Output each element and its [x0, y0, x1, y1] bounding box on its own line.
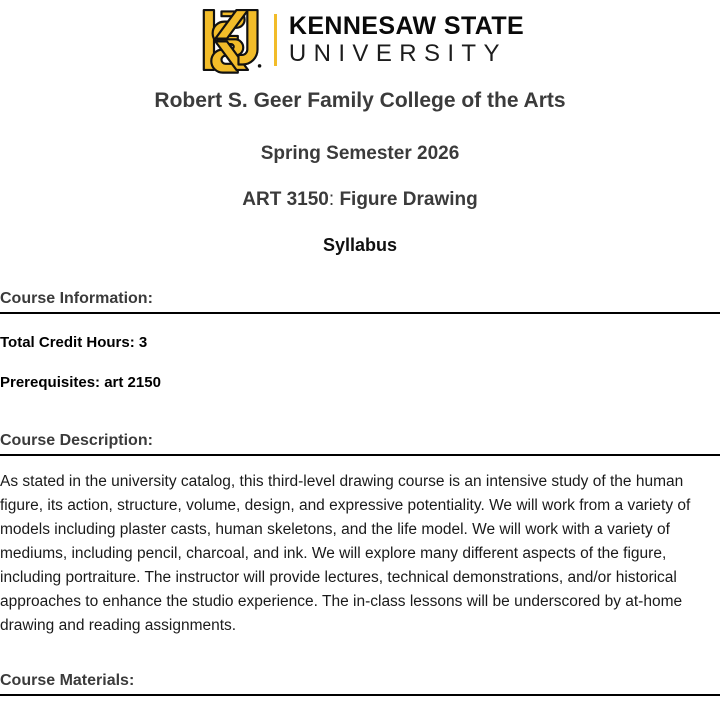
ksu-monogram-icon — [196, 6, 266, 74]
document-type-title: Syllabus — [322, 235, 398, 255]
course-code: ART 3150 — [242, 189, 329, 210]
course-title-separator: : — [328, 189, 335, 210]
course-description-body: As stated in the university catalog, this third-level drawing course is an intensive study of the human figure, its action, structure, volume, design, and expressive potentiality. We will work from a variety of models including plaster casts, human skeletons, and the life model. We will work with a variety of mediums, including pencil, charcoal, and ink. We will explore many different aspects of the figure, including portraiture. The instructor will provide lectures, technical demonstrations, and/or historical approaches to enhance the studio experience. The in-class lessons will be underscored by at-home drawing and reading assignments. — [0, 473, 691, 634]
logo-wordmark — [289, 12, 524, 68]
logo-lockup — [196, 6, 524, 74]
section-heading-course-information: Course Information: — [0, 289, 720, 314]
logo-divider — [274, 14, 277, 66]
college-name: Robert S. Geer Family College of the Arts — [154, 89, 566, 112]
section-heading-course-materials: Course Materials: — [0, 671, 720, 696]
course-name: Figure Drawing — [339, 189, 478, 210]
prerequisites: Prerequisites: art 2150 — [0, 374, 161, 391]
course-title — [0, 188, 720, 212]
total-credit-hours: Total Credit Hours: 3 — [0, 334, 148, 351]
university-logo — [0, 0, 720, 76]
semester-title: Spring Semester 2026 — [260, 143, 460, 164]
logo-wordmark-line-1: KENNESAW STATE — [288, 11, 525, 40]
section-heading-course-description: Course Description: — [0, 431, 720, 456]
logo-wordmark-line-2: UNIVERSITY — [288, 39, 507, 67]
